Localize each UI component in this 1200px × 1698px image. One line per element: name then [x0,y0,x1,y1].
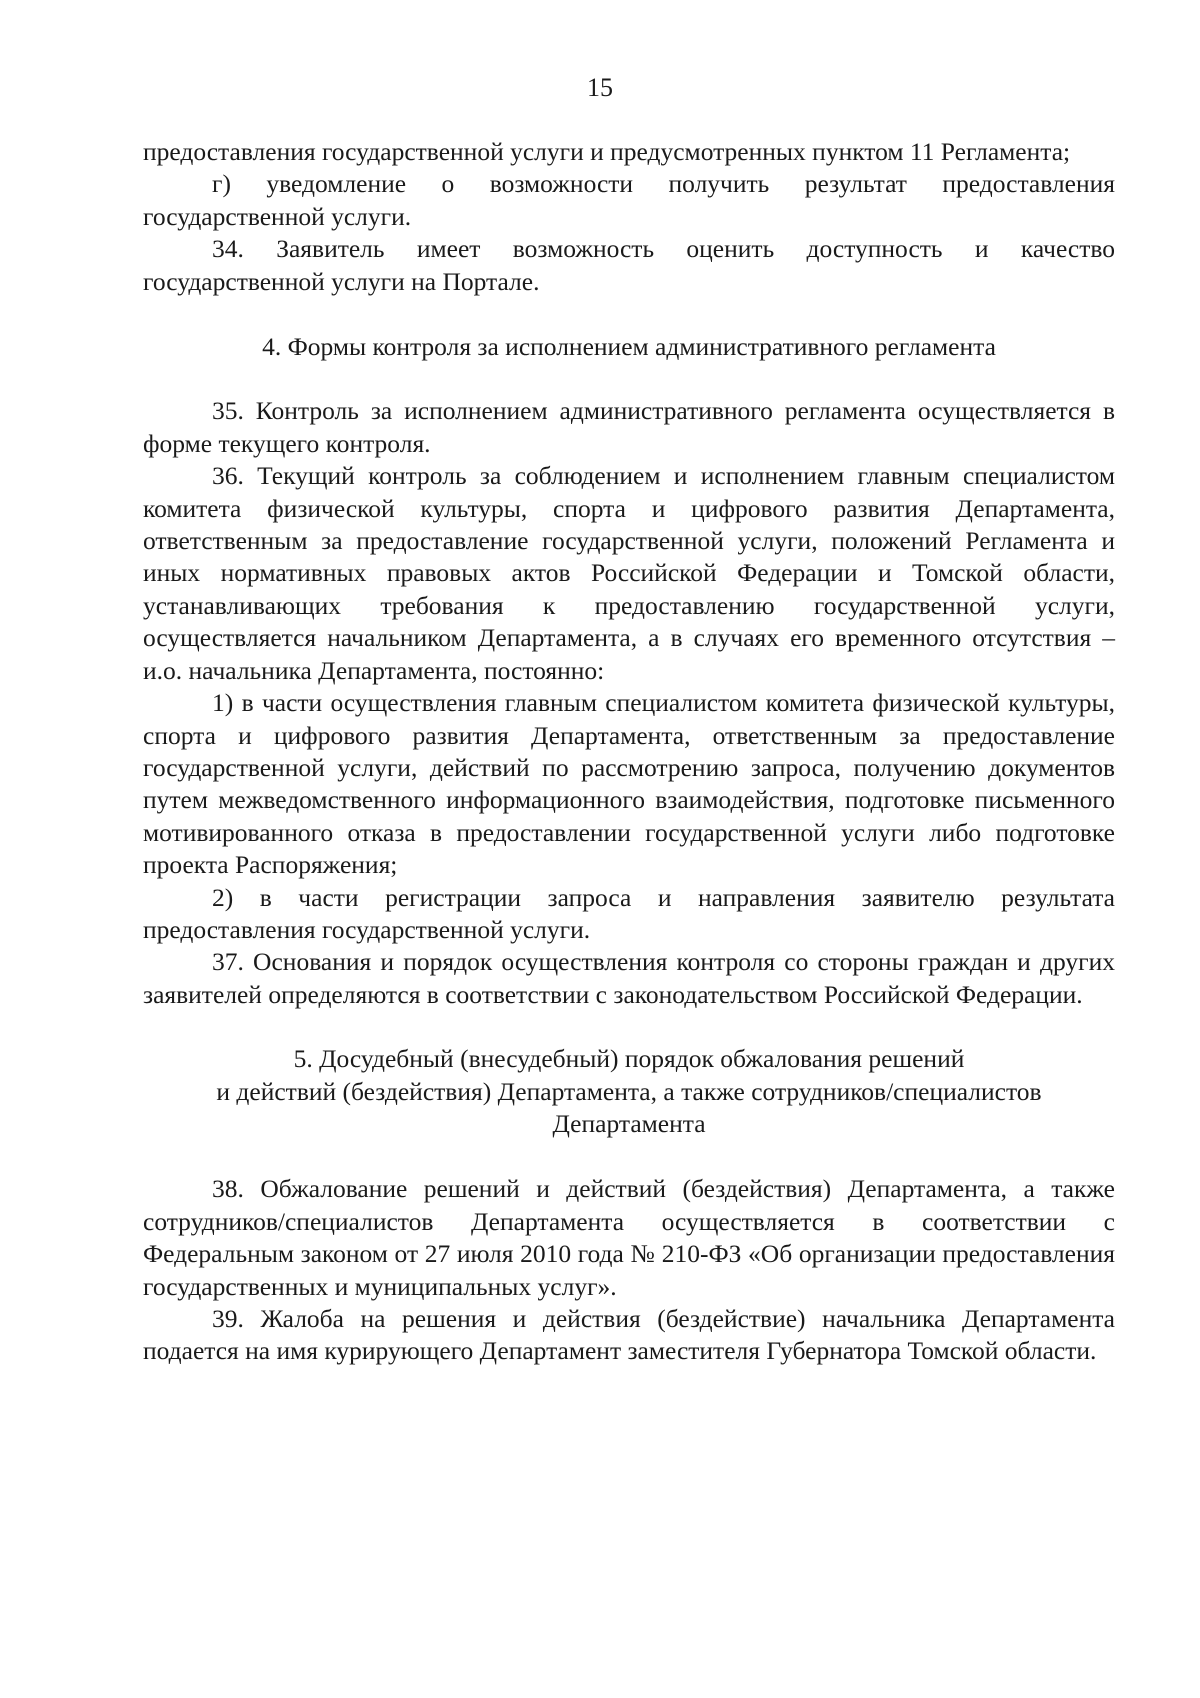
document-body [143,136,1115,1368]
paragraph-36: 36. Текущий контроль за соблюдением и исполнением главным специалистом комитета физической культуры, спорта и цифрового развития Департамента, ответственным за предоставление государственной услуги, положений Регламента и иных нормативных правовых актов Российской Федерации и Томской области, устанавливающих требования к предоставлению государственной услуги, осуществляется начальником Департамента, а в случаях его временного отсутствия – и.о. начальника Департамента, постоянно: [143,461,1115,685]
paragraph-36-item-1: 1) в части осуществления главным специалистом комитета физической культуры, спорта и цифрового развития Департамента, ответственным за предоставление государственной услуги, действий по рассмотрению запроса, получению документов путем межведомственного информационного взаимодействия, подготовке письменного мотивированного отказа в предоставлении государственной услуги либо подготовке проекта Распоряжения; [143,688,1115,880]
section-5-heading-line-2: и действий (бездействия) Департамента, а также сотрудников/специалистов [216,1076,1042,1106]
page-number: 15 [587,73,613,102]
paragraph-continuation: предоставления государственной услуги и предусмотренных пунктом 11 Регламента; [143,137,1071,166]
paragraph-34: 34. Заявитель имеет возможность оценить доступность и качество государственной услуги на Портале. [143,234,1115,296]
section-5-heading [143,1043,1115,1140]
section-4-heading: 4. Формы контроля за исполнением административного регламента [262,332,996,362]
section-5-heading-line-1: 5. Досудебный (внесудебный) порядок обжалования решений [293,1044,965,1074]
paragraph-39: 39. Жалоба на решения и действия (бездействие) начальника Департамента подается на имя курирующего Департамент заместителя Губернатора Томской области. [143,1304,1115,1366]
paragraph-36-item-2: 2) в части регистрации запроса и направления заявителю результата предоставления государственной услуги. [143,882,1115,944]
paragraph-35: 35. Контроль за исполнением административного регламента осуществляется в форме текущего контроля. [143,396,1115,458]
paragraph-item-g: г) уведомление о возможности получить результат предоставления государственной услуги. [143,169,1115,231]
paragraph-37: 37. Основания и порядок осуществления контроля со стороны граждан и других заявителей определяются в соответствии с законодательством Российской Федерации. [143,947,1115,1009]
section-5-heading-line-3: Департамента [552,1108,706,1138]
paragraph-38: 38. Обжалование решений и действий (бездействия) Департамента, а также сотрудников/специалистов Департамента осуществляется в соответствии с Федеральным законом от 27 июля 2010 года № 210-ФЗ «Об организации предоставления государственных и муниципальных услуг». [143,1174,1115,1301]
